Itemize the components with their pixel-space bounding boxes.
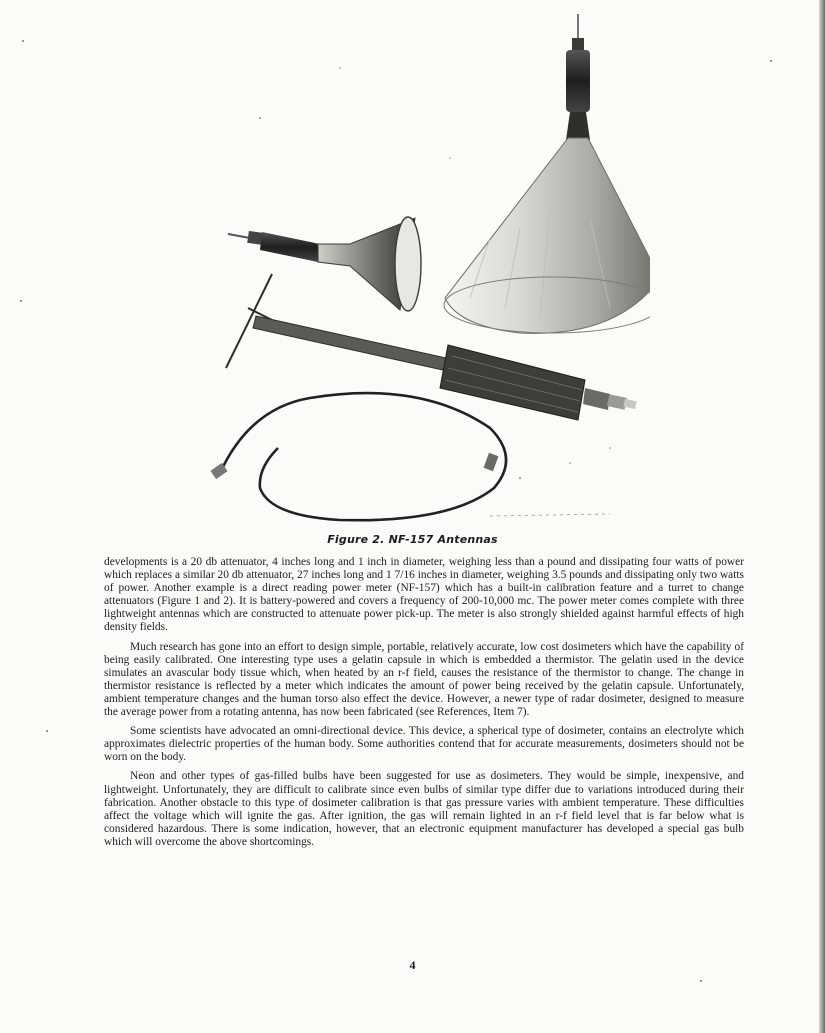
antenna-photograph bbox=[190, 8, 650, 528]
large-cone-antenna bbox=[444, 14, 650, 333]
scan-speck bbox=[22, 40, 24, 42]
scan-speck bbox=[20, 300, 22, 302]
page-number: 4 bbox=[409, 958, 416, 972]
scan-speck bbox=[770, 60, 772, 62]
paragraph-gas-bulbs: Neon and other types of gas-filled bulbs have been suggested for use as dosimeters. They would be simple, inexpensive, and lightweight. Unfortunately, they are difficult to calibrate since even bulbs of similar type differ due to variations introduced during their fabrication. Another obstacle to this type of dosimeter calibration is that gas pressure varies with ambient temperature. These difficulties affect the voltage which will ignite the gas. After ignition, the gas will remain lighted in an r-f field level that is far below what is considered hazardous. There is some indication, however, that an electronic equipment manufacturer has developed a special gas bulb which will overcome the above shortcomings. bbox=[104, 770, 744, 848]
paragraph-dosimeter-research: Much research has gone into an effort to design simple, portable, relatively accurate, low cost dosimeters which have the capability of being easily calibrated. One interesting type uses a gelatin capsule in which is embedded a thermistor. The gelatin used in the device simulates an avascular body tissue which, when heated by an r-f field, causes the resistance of the thermistor to change. The change in thermistor resistance is reflected by a meter which indicates the amount of power being received by the gelatin capsule. Unfortunately, ambient temperature changes and the human torso also effect the device. However, a newer type of radar dosimeter, designed to measure the average power from a rotating antenna, has now been fabricated (see References, Item 7). bbox=[104, 640, 744, 719]
small-cone-antenna bbox=[228, 217, 421, 311]
scan-speck bbox=[700, 980, 702, 982]
figure-caption: Figure 2. NF-157 Antennas bbox=[327, 533, 498, 546]
coaxial-cable bbox=[210, 393, 506, 520]
paragraph-omni-directional: Some scientists have advocated an omni-directional device. This device, a spherical type of dosimeter, contains an electrolyte which approximates dielectric properties of the human body. Some authorities contend that for accurate measurements, dosimeters should not be worn on the body. bbox=[104, 725, 744, 764]
scan-speck bbox=[46, 730, 48, 732]
scan-edge-shadow bbox=[819, 0, 825, 1033]
body-text bbox=[104, 556, 744, 855]
paragraph-continuation: developments is a 20 db attenuator, 4 inches long and 1 inch in diameter, weighing less than a pound and dissipating four watts of power which replaces a similar 20 db attenuator, 27 inches long and 1 7/16 inches in diameter, weighing 3.5 pounds and dissipating only two watts of power. Another example is a direct reading power meter (NF-157) which has a built-in calibration feature and a turret to change attenuators (Figure 1 and 2). It is battery-powered and covers a frequency of 200-10,000 mc. The power meter comes complete with three lightweight antennas which are constructed to attenuate power pick-up. The meter is also strongly shielded against harmful effects of high density fields. bbox=[104, 556, 744, 634]
